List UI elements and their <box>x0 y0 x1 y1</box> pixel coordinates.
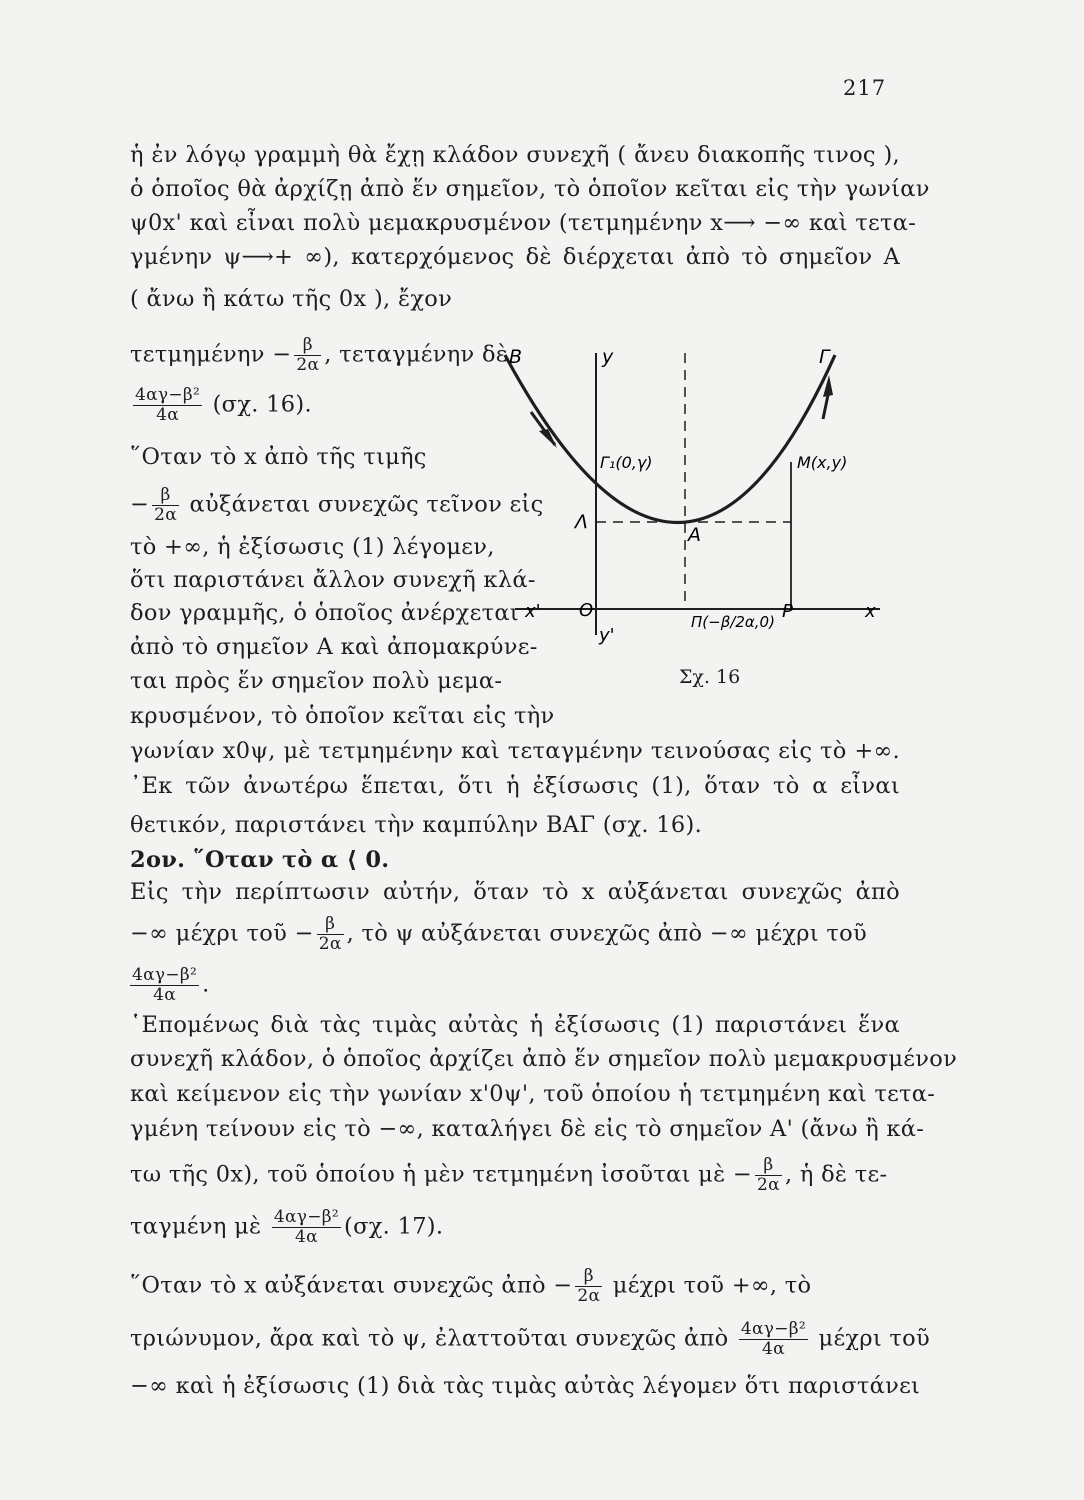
text-line <box>130 1208 443 1247</box>
text-line: θετικόν, παριστάνει τὴν καμπύλην ΒΑΓ (σχ. 16). <box>130 812 703 838</box>
fraction-numerator: β <box>152 486 179 506</box>
label-b: B <box>509 346 523 368</box>
fraction-numerator: 4αγ−β² <box>132 965 198 985</box>
label-y-prime: y' <box>599 625 615 646</box>
label-g1: Γ₁(0,γ) <box>600 453 653 472</box>
text-fragment: −∞ μέχρι τοῦ − <box>130 920 314 947</box>
fraction-numerator: β <box>317 915 344 935</box>
text-line: ὁ ὁποῖος θὰ ἀρχίζῃ ἀπὸ ἕν σημεῖον, τὸ ὁποῖον κεῖται εἰς τὴν γωνίαν <box>130 176 930 202</box>
text-line: ᾿Εκ τῶν ἀνωτέρω ἕπεται, ὅτι ἡ ἐξίσωσις (1), ὅταν τὸ α εἶναι <box>130 773 900 799</box>
parabola-curve <box>505 355 835 523</box>
text-line <box>130 386 312 425</box>
fraction <box>272 1208 341 1247</box>
page-number: 217 <box>843 76 887 100</box>
label-pi: Π(−β/2α,0) <box>691 613 775 631</box>
text-line: −∞ καὶ ἡ ἐξίσωσις (1) διὰ τὰς τιμὰς αὐτὰς λέγομεν ὅτι παριστάνει <box>130 1373 921 1399</box>
text-line: τὸ +∞, ἡ ἐξίσωσις (1) λέγομεν, <box>130 534 495 560</box>
fraction-denominator: 4α <box>156 405 180 425</box>
text-line: γμένην ψ⟶+ ∞), κατερχόμενος δὲ διέρχεται ἀπὸ τὸ σημεῖον Α <box>130 244 900 270</box>
text-line <box>130 915 900 954</box>
fraction-denominator: 2α <box>577 1286 601 1306</box>
fraction-denominator: 2α <box>757 1175 780 1195</box>
fraction-numerator: 4αγ−β² <box>273 1207 339 1227</box>
text-fragment: μέχρι τοῦ <box>818 1325 931 1352</box>
text-line: Εἰς τὴν περίπτωσιν αὐτήν, ὅταν τὸ x αὐξάνεται συνεχῶς ἀπὸ <box>130 879 900 905</box>
text-line: ἡ ἐν λόγῳ γραμμὴ θὰ ἔχῃ κλάδον συνεχῆ ( ἄνευ διακοπῆς τινος ), <box>130 142 900 168</box>
text-line: συνεχῆ κλάδον, ὁ ὁποῖος ἀρχίζει ἀπὸ ἕν σημεῖον πολὺ μεμακρυσμένον <box>130 1046 958 1072</box>
text-line <box>130 1267 811 1306</box>
text-fragment: (σχ. 17). <box>344 1213 444 1240</box>
text-fragment: ταγμένη μὲ <box>130 1213 262 1240</box>
fraction-denominator: 2α <box>154 505 178 525</box>
text-line: ψ0x' καὶ εἶναι πολὺ μεμακρυσμένον (τετμημένην x⟶ −∞ καὶ τετα- <box>130 210 917 236</box>
text-line: ται πρὸς ἕν σημεῖον πολὺ μεμα- <box>130 668 503 694</box>
text-fragment: , ἡ δὲ τε- <box>784 1161 888 1188</box>
text-fragment: , τεταγμένην δὲ <box>324 341 509 368</box>
text-line: ῞Οταν τὸ x ἀπὸ τῆς τιμῆς <box>130 444 427 470</box>
fraction-denominator: 2α <box>296 355 320 375</box>
label-lambda: Λ <box>575 511 588 533</box>
fraction-denominator: 4α <box>294 1227 318 1247</box>
right-branch-arrow-shaft <box>823 395 828 419</box>
fraction-denominator: 4α <box>762 1339 785 1359</box>
text-fragment: αὐξάνεται συνεχῶς τεῖνον εἰς <box>189 491 544 518</box>
figure-16-diagram <box>495 335 895 665</box>
fraction-numerator: β <box>294 336 321 356</box>
fraction-numerator: β <box>575 1267 602 1287</box>
label-origin: O <box>579 600 594 621</box>
fraction-numerator: 4αγ−β² <box>740 1319 807 1339</box>
label-m: M(x,y) <box>797 453 848 472</box>
label-a: A <box>688 524 701 546</box>
text-line: καὶ κείμενον εἰς τὴν γωνίαν x'0ψ', τοῦ ὁποίου ἡ τετμημένη καὶ τετα- <box>130 1081 936 1107</box>
fraction <box>133 386 202 425</box>
text-line: δον γραμμῆς, ὁ ὁποῖος ἀνέρχεται <box>130 600 519 626</box>
text-line: γμένη τείνουν εἰς τὸ −∞, καταλήγει δὲ εἰς τὸ σημεῖον Α' (ἄνω ἢ κά- <box>130 1116 925 1142</box>
text-line: κρυσμένον, τὸ ὁποῖον κεῖται εἰς τὴν <box>130 703 555 729</box>
text-line <box>130 486 544 525</box>
fraction-numerator: β <box>755 1156 782 1176</box>
text-fragment: μέχρι τοῦ +∞, τὸ <box>612 1272 812 1299</box>
text-line <box>130 1156 887 1195</box>
text-fragment: . <box>202 971 210 998</box>
section-heading: 2ον. ῞Οταν τὸ α ⟨ 0. <box>130 847 390 873</box>
text-fragment: , τὸ ψ αὐξάνεται συνεχῶς ἀπὸ −∞ μέχρι τοῦ <box>346 920 867 947</box>
text-line <box>130 1320 930 1359</box>
fraction <box>575 1267 602 1306</box>
fraction-denominator: 2α <box>318 934 342 954</box>
text-fragment: τετμημένην − <box>130 341 292 368</box>
text-fragment: τριώνυμον, ἄρα καὶ τὸ ψ, ἐλαττοῦται συνεχῶς ἀπὸ <box>130 1325 729 1352</box>
text-fragment: τω τῆς 0x), τοῦ ὁποίου ἡ μὲν τετμημένη ἰσοῦται μὲ − <box>130 1161 753 1188</box>
text-fragment: ῞Οταν τὸ x αὐξάνεται συνεχῶς ἀπὸ − <box>130 1272 573 1299</box>
fraction <box>317 915 344 954</box>
fraction <box>130 966 199 1005</box>
label-x-prime: x' <box>525 601 541 622</box>
text-line: γωνίαν x0ψ, μὲ τετμημένην καὶ τεταγμένην τεινούσας εἰς τὸ +∞. <box>130 738 900 764</box>
fraction-numerator: 4αγ−β² <box>135 385 201 405</box>
label-x: x <box>865 601 876 622</box>
figure-16-caption: Σχ. 16 <box>679 666 741 688</box>
text-line: ῾Επομένως διὰ τὰς τιμὰς αὐτὰς ἡ ἐξίσωσις (1) παριστάνει ἕνα <box>130 1012 900 1038</box>
label-g: Γ <box>819 346 830 368</box>
label-p: P <box>782 601 793 622</box>
fraction <box>152 486 179 525</box>
fraction <box>755 1156 782 1195</box>
text-fragment: − <box>130 491 150 518</box>
text-line: ἀπὸ τὸ σημεῖον Α καὶ ἀπομακρύνε- <box>130 634 538 660</box>
text-line <box>130 336 508 375</box>
label-y: y <box>602 346 614 368</box>
fraction-denominator: 4α <box>153 985 177 1005</box>
text-fragment: (σχ. 16). <box>212 391 312 418</box>
text-line: ὅτι παριστάνει ἄλλον συνεχῆ κλά- <box>130 567 536 593</box>
fraction <box>294 336 321 375</box>
text-line <box>130 966 210 1005</box>
fraction <box>739 1320 808 1359</box>
text-line: ( ἄνω ἢ κάτω τῆς 0x ), ἔχον <box>130 286 453 312</box>
